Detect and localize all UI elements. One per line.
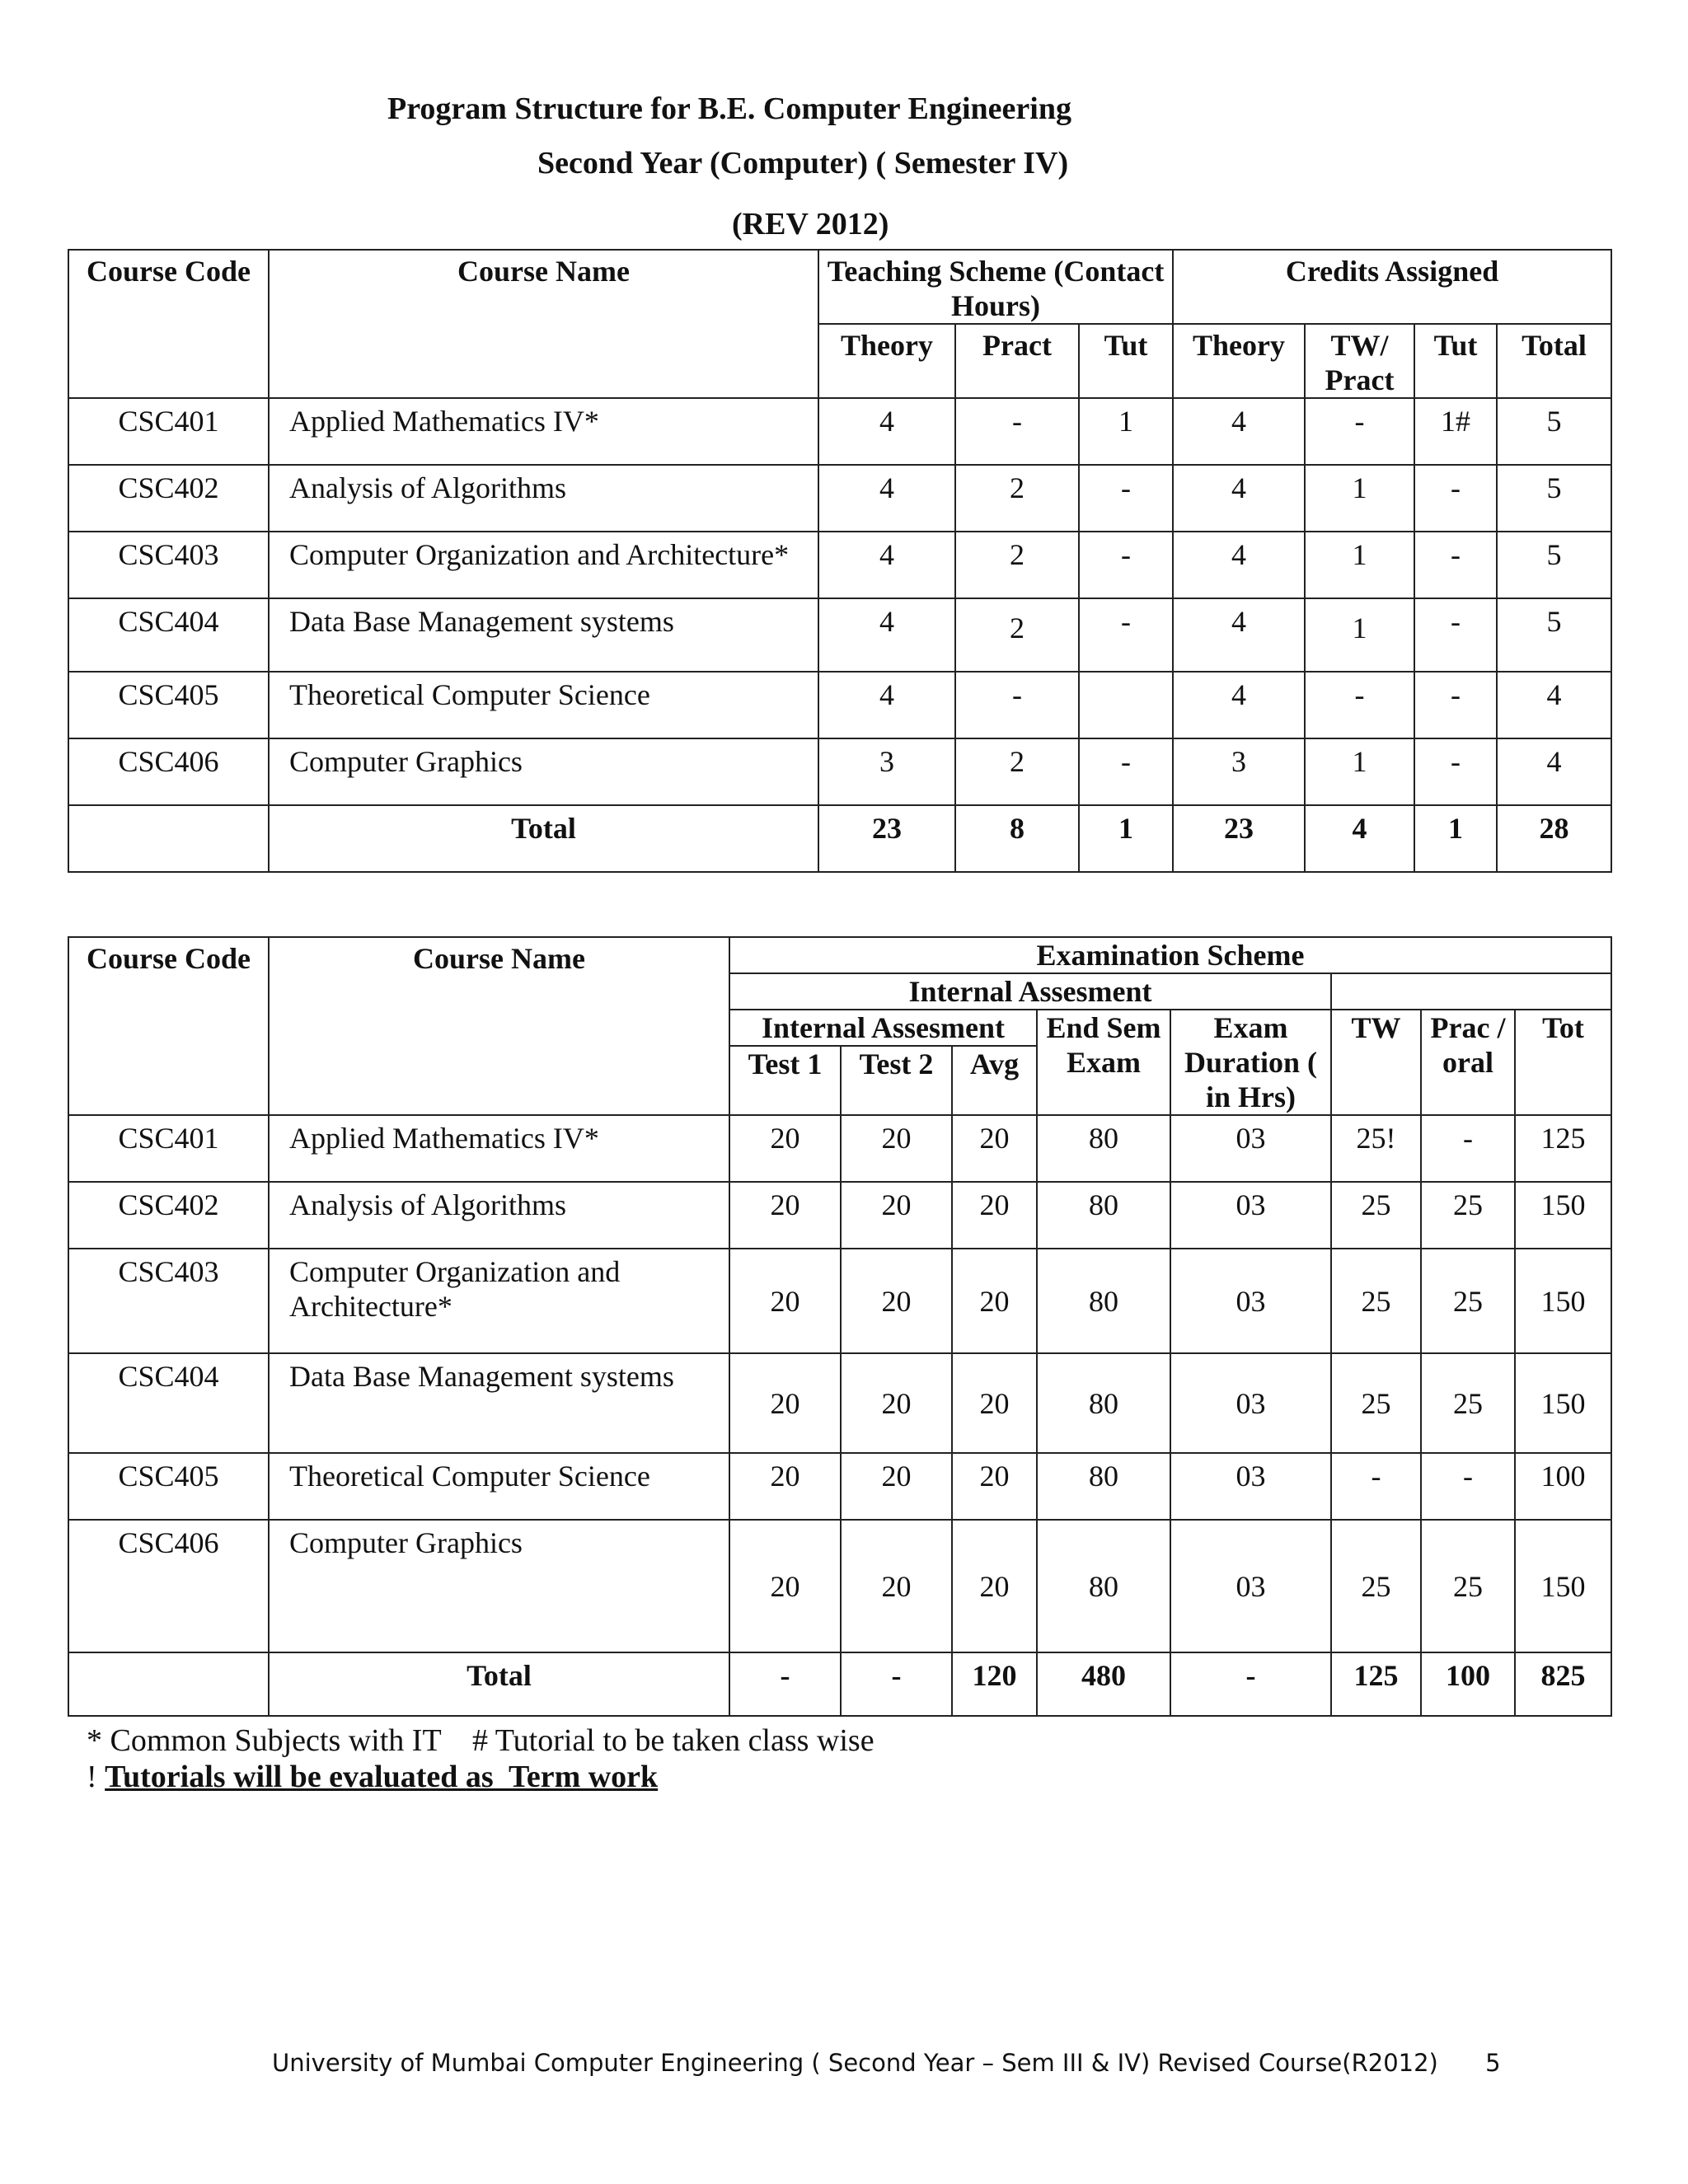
cell: -	[955, 398, 1079, 465]
table-row	[68, 398, 1611, 465]
cell: -	[1414, 465, 1497, 532]
course-code: CSC403	[68, 532, 269, 598]
cell: 2	[955, 598, 1079, 672]
revision-label: (REV 2012)	[732, 207, 889, 241]
footnote-term-work-text: Tutorials will be evaluated as Term work	[105, 1760, 659, 1794]
cell: -	[1079, 532, 1173, 598]
cell: 4	[1497, 738, 1611, 805]
cell: 4	[818, 465, 955, 532]
header-pract: Pract	[955, 324, 1079, 398]
cell: 2	[955, 465, 1079, 532]
header-credits-assigned: Credits Assigned	[1173, 250, 1611, 324]
cell: 03	[1170, 1249, 1331, 1353]
header-internal-assessment: Internal Assesment	[729, 1010, 1037, 1046]
course-code: CSC405	[68, 672, 269, 738]
course-code: CSC406	[68, 1520, 269, 1652]
total-row	[68, 805, 1611, 872]
course-code: CSC406	[68, 738, 269, 805]
cell-empty	[68, 1652, 269, 1716]
cell: 1	[1079, 805, 1173, 872]
cell	[1079, 672, 1173, 738]
header-course-code: Course Code	[68, 937, 269, 1115]
footnotes	[87, 1722, 874, 1795]
cell: 20	[841, 1182, 952, 1249]
course-name: Analysis of Algorithms	[269, 465, 818, 532]
course-name: Applied Mathematics IV*	[269, 1115, 729, 1182]
footnote-common-subjects: * Common Subjects with IT # Tutorial to be taken class wise	[87, 1723, 874, 1758]
cell: 1	[1305, 598, 1414, 672]
cell: 4	[818, 598, 955, 672]
cell: -	[1170, 1652, 1331, 1716]
cell: 20	[729, 1182, 841, 1249]
header-theory: Theory	[818, 324, 955, 398]
header-exam-duration: Exam Duration ( in Hrs)	[1170, 1010, 1331, 1115]
course-name: Data Base Management systems	[269, 598, 818, 672]
cell: 150	[1515, 1353, 1611, 1453]
course-name: Computer Graphics	[269, 738, 818, 805]
cell: 4	[818, 672, 955, 738]
table-row	[68, 1520, 1611, 1652]
cell: -	[1414, 672, 1497, 738]
cell: -	[955, 672, 1079, 738]
cell: 4	[818, 532, 955, 598]
table-row	[68, 532, 1611, 598]
cell: 150	[1515, 1520, 1611, 1652]
cell: 03	[1170, 1353, 1331, 1453]
cell: 125	[1331, 1652, 1421, 1716]
cell: 25	[1421, 1520, 1515, 1652]
cell: 20	[729, 1453, 841, 1520]
cell: 2	[955, 738, 1079, 805]
header-tw: TW	[1331, 1010, 1421, 1115]
course-name: Computer Organization and Architecture*	[269, 1249, 729, 1353]
total-label: Total	[269, 1652, 729, 1716]
cell: 25	[1421, 1249, 1515, 1353]
cell: 1#	[1414, 398, 1497, 465]
cell: -	[1331, 1453, 1421, 1520]
header-tut: Tut	[1079, 324, 1173, 398]
cell: -	[729, 1652, 841, 1716]
header-test2: Test 2	[841, 1046, 952, 1115]
cell: 20	[729, 1520, 841, 1652]
cell: -	[1305, 398, 1414, 465]
header-test1: Test 1	[729, 1046, 841, 1115]
course-name: Data Base Management systems	[269, 1353, 729, 1453]
cell: 80	[1037, 1249, 1170, 1353]
table-row	[68, 1182, 1611, 1249]
cell: 80	[1037, 1182, 1170, 1249]
course-name: Theoretical Computer Science	[269, 672, 818, 738]
cell: 150	[1515, 1249, 1611, 1353]
footnote-marker: !	[87, 1760, 97, 1794]
cell: 20	[841, 1353, 952, 1453]
cell: 3	[1173, 738, 1305, 805]
header-teaching-scheme: Teaching Scheme (Contact Hours)	[818, 250, 1173, 324]
header-blank	[1331, 973, 1611, 1010]
header-end-sem-exam: End Sem Exam	[1037, 1010, 1170, 1115]
cell: 25	[1421, 1353, 1515, 1453]
cell: 480	[1037, 1652, 1170, 1716]
cell: 20	[841, 1115, 952, 1182]
table-row	[68, 1453, 1611, 1520]
course-name: Computer Graphics	[269, 1520, 729, 1652]
cell: 20	[841, 1453, 952, 1520]
cell: 1	[1414, 805, 1497, 872]
examination-scheme-table	[68, 936, 1612, 1717]
cell: 100	[1421, 1652, 1515, 1716]
footer-text: University of Mumbai Computer Engineering ( Second Year – Sem III & IV) Revised Course(R2012)	[272, 2049, 1438, 2077]
cell: -	[1414, 598, 1497, 672]
page-number: 5	[1485, 2049, 1501, 2077]
cell: -	[1079, 738, 1173, 805]
header-course-name: Course Name	[269, 250, 818, 398]
teaching-scheme-table	[68, 249, 1612, 873]
cell: 25	[1331, 1249, 1421, 1353]
cell: 03	[1170, 1182, 1331, 1249]
header-tot: Tot	[1515, 1010, 1611, 1115]
cell: 8	[955, 805, 1079, 872]
cell: 20	[841, 1249, 952, 1353]
cell: 120	[952, 1652, 1037, 1716]
header-avg: Avg	[952, 1046, 1037, 1115]
cell: -	[1421, 1453, 1515, 1520]
cell: 80	[1037, 1453, 1170, 1520]
header-examination-scheme: Examination Scheme	[729, 937, 1611, 973]
course-code: CSC404	[68, 1353, 269, 1453]
cell: 125	[1515, 1115, 1611, 1182]
cell: 03	[1170, 1115, 1331, 1182]
table-row	[68, 738, 1611, 805]
table-row	[68, 598, 1611, 672]
cell: 80	[1037, 1115, 1170, 1182]
cell: 4	[1173, 598, 1305, 672]
cell: -	[1421, 1115, 1515, 1182]
cell: -	[1414, 738, 1497, 805]
course-code: CSC401	[68, 1115, 269, 1182]
cell: -	[1414, 532, 1497, 598]
cell: 25!	[1331, 1115, 1421, 1182]
header-tw-pract: TW/ Pract	[1305, 324, 1414, 398]
cell: 4	[1497, 672, 1611, 738]
cell: 20	[841, 1520, 952, 1652]
header-credit-tut: Tut	[1414, 324, 1497, 398]
cell: 25	[1331, 1182, 1421, 1249]
course-name: Computer Organization and Architecture*	[269, 532, 818, 598]
course-code: CSC401	[68, 398, 269, 465]
course-code: CSC404	[68, 598, 269, 672]
table-row	[68, 1249, 1611, 1353]
cell: 20	[729, 1249, 841, 1353]
cell: 20	[952, 1115, 1037, 1182]
cell: 03	[1170, 1520, 1331, 1652]
total-row	[68, 1652, 1611, 1716]
cell: 5	[1497, 465, 1611, 532]
cell: 25	[1331, 1520, 1421, 1652]
cell: 4	[818, 398, 955, 465]
cell: 4	[1173, 465, 1305, 532]
cell: 20	[952, 1249, 1037, 1353]
header-course-code: Course Code	[68, 250, 269, 398]
cell: 20	[729, 1115, 841, 1182]
cell: 4	[1173, 398, 1305, 465]
cell: 20	[952, 1520, 1037, 1652]
cell: 80	[1037, 1353, 1170, 1453]
table-row	[68, 672, 1611, 738]
cell: 23	[818, 805, 955, 872]
course-code: CSC405	[68, 1453, 269, 1520]
course-code: CSC403	[68, 1249, 269, 1353]
header-credit-total: Total	[1497, 324, 1611, 398]
course-name: Applied Mathematics IV*	[269, 398, 818, 465]
page-title: Program Structure for B.E. Computer Engineering	[387, 91, 1071, 126]
cell: 5	[1497, 598, 1611, 672]
header-course-name: Course Name	[269, 937, 729, 1115]
table-row	[68, 1115, 1611, 1182]
cell: 3	[818, 738, 955, 805]
cell: 25	[1331, 1353, 1421, 1453]
table-row	[68, 465, 1611, 532]
header-prac-oral: Prac / oral	[1421, 1010, 1515, 1115]
footnote-term-work	[87, 1759, 874, 1795]
cell-empty	[68, 805, 269, 872]
cell: 1	[1305, 465, 1414, 532]
cell: 5	[1497, 532, 1611, 598]
page-footer	[272, 2049, 1501, 2077]
cell: -	[841, 1652, 952, 1716]
course-name: Theoretical Computer Science	[269, 1453, 729, 1520]
cell: -	[1305, 672, 1414, 738]
cell: 03	[1170, 1453, 1331, 1520]
cell: 5	[1497, 398, 1611, 465]
cell: 23	[1173, 805, 1305, 872]
cell: 4	[1173, 672, 1305, 738]
cell: 28	[1497, 805, 1611, 872]
cell: -	[1079, 465, 1173, 532]
header-internal-assessment-outer: Internal Assesment	[729, 973, 1331, 1010]
cell: 20	[729, 1353, 841, 1453]
cell: 1	[1305, 738, 1414, 805]
total-label: Total	[269, 805, 818, 872]
cell: 825	[1515, 1652, 1611, 1716]
cell: 4	[1173, 532, 1305, 598]
cell: 100	[1515, 1453, 1611, 1520]
table-row	[68, 1353, 1611, 1453]
cell: 1	[1079, 398, 1173, 465]
header-credit-theory: Theory	[1173, 324, 1305, 398]
cell: -	[1079, 598, 1173, 672]
cell: 2	[955, 532, 1079, 598]
cell: 20	[952, 1353, 1037, 1453]
cell: 80	[1037, 1520, 1170, 1652]
cell: 20	[952, 1453, 1037, 1520]
cell: 25	[1421, 1182, 1515, 1249]
page-subtitle: Second Year (Computer) ( Semester IV)	[537, 146, 1069, 180]
cell: 4	[1305, 805, 1414, 872]
course-name: Analysis of Algorithms	[269, 1182, 729, 1249]
course-code: CSC402	[68, 1182, 269, 1249]
cell: 1	[1305, 532, 1414, 598]
cell: 150	[1515, 1182, 1611, 1249]
course-code: CSC402	[68, 465, 269, 532]
cell: 20	[952, 1182, 1037, 1249]
